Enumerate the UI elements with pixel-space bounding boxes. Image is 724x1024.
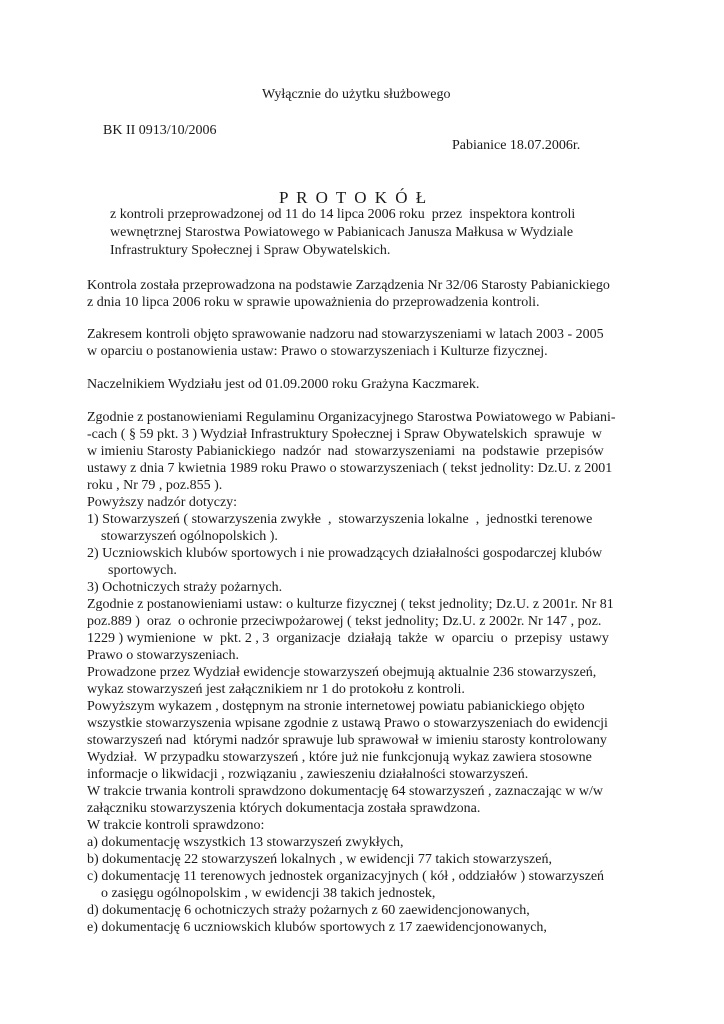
body-line: z dnia 10 lipca 2006 roku w sprawie upoważnienia do przeprowadzenia kontroli. [87,295,540,310]
list-item: c) dokumentację 11 terenowych jednostek organizacyjnych ( kół , oddziałów ) stowarzyszeń [87,869,605,884]
list-item: a) dokumentację wszystkich 13 stowarzyszeń zwykłych, [87,835,404,850]
body-line: informacje o likwidacji , rozwiązaniu , zawieszeniu działalności stowarzyszeń. [87,767,529,782]
body-line: roku , Nr 79 , poz.855 ). [87,478,223,493]
list-item: e) dokumentację 6 uczniowskich klubów sportowych z 17 zaewidencjonowanych, [87,920,547,935]
body-line: Zgodnie z postanowieniami ustaw: o kulturze fizycznej ( tekst jednolity; Dz.U. z 2001r. Nr 81 [87,597,614,612]
list-item: sportowych. [87,563,177,578]
list-item: d) dokumentację 6 ochotniczych straży pożarnych z 60 zaewidencjonowanych, [87,903,530,918]
list-item: 1) Stowarzyszeń ( stowarzyszenia zwykłe , stowarzyszenia lokalne , jednostki terenowe [87,512,593,527]
body-line: W trakcie trwania kontroli sprawdzono dokumentację 64 stowarzyszeń , zaznaczając w w/w [87,784,603,799]
place-and-date: Pabianice 18.07.2006r. [452,138,581,153]
body-line: Wydział. W przypadku stowarzyszeń , które już nie funkcjonują wykaz zawiera stosowne [87,750,592,765]
body-line: Prawo o stowarzyszeniach. [87,648,240,663]
body-line: w oparciu o postanowienia ustaw: Prawo o stowarzyszeniach i Kulturze fizycznej. [87,344,548,359]
reference-number: BK II 0913/10/2006 [103,123,217,138]
list-item: 2) Uczniowskich klubów sportowych i nie prowadzących działalności gospodarczej klubów [87,546,603,561]
body-line: ustawy z dnia 7 kwietnia 1989 roku Prawo o stowarzyszeniach ( tekst jednolity: Dz.U. z 2001 [87,461,613,476]
list-item: b) dokumentację 22 stowarzyszeń lokalnych , w ewidencji 77 takich stowarzyszeń, [87,852,552,867]
document-title: P R O T O K Ó Ł [279,188,429,207]
body-line: Zgodnie z postanowieniami Regulaminu Organizacyjnego Starostwa Powiatowego w Pabiani- [87,410,616,425]
confidentiality-note: Wyłącznie do użytku służbowego [262,87,451,102]
list-item: 3) Ochotniczych straży pożarnych. [87,580,283,595]
body-line: -cach ( § 59 pkt. 3 ) Wydział Infrastruktury Społecznej i Spraw Obywatelskich sprawuje w [87,427,602,442]
body-line: Naczelnikiem Wydziału jest od 01.09.2000 roku Grażyna Kaczmarek. [87,377,480,392]
body-line: załączniku stowarzyszenia których dokumentacja została sprawdzona. [87,801,481,816]
list-item: stowarzyszeń ogólnopolskich ). [87,529,278,544]
body-line: wykaz stowarzyszeń jest załącznikiem nr 1 do protokołu z kontroli. [87,682,465,697]
body-line: stowarzyszeń nad którymi nadzór sprawuje lub sprawował w imieniu starosty kontrolowany [87,733,607,748]
body-line: Powyższym wykazem , dostępnym na stronie internetowej powiatu pabianickiego objęto [87,699,585,714]
body-line: Zakresem kontroli objęto sprawowanie nadzoru nad stowarzyszeniami w latach 2003 - 2005 [87,327,604,342]
body-line: poz.889 ) oraz o ochronie przeciwpożarowej ( tekst jednolity; Dz.U. z 2002r. Nr 147 , poz. [87,614,602,629]
body-line: 1229 ) wymienione w pkt. 2 , 3 organizacje działają także w oparciu o przepisy ustawy [87,631,609,646]
intro-line: wewnętrznej Starostwa Powiatowego w Pabianicach Janusza Małkusa w Wydziale [110,225,574,240]
intro-line: Infrastruktury Społecznej i Spraw Obywatelskich. [110,243,391,258]
body-line: Kontrola została przeprowadzona na podstawie Zarządzenia Nr 32/06 Starosty Pabianickiego [87,278,610,293]
body-line: Powyższy nadzór dotyczy: [87,495,238,510]
intro-line: z kontroli przeprowadzonej od 11 do 14 lipca 2006 roku przez inspektora kontroli [110,207,576,222]
body-line: W trakcie kontroli sprawdzono: [87,818,265,833]
body-line: wszystkie stowarzyszenia wpisane zgodnie z ustawą Prawo o stowarzyszeniach do ewidencji [87,716,608,731]
body-line: w imieniu Starosty Pabianickiego nadzór nad stowarzyszeniami na podstawie przepisów [87,444,604,459]
list-item: o zasięgu ogólnopolskim , w ewidencji 38 takich jednostek, [87,886,436,901]
body-line: Prowadzone przez Wydział ewidencje stowarzyszeń obejmują aktualnie 236 stowarzyszeń, [87,665,597,680]
